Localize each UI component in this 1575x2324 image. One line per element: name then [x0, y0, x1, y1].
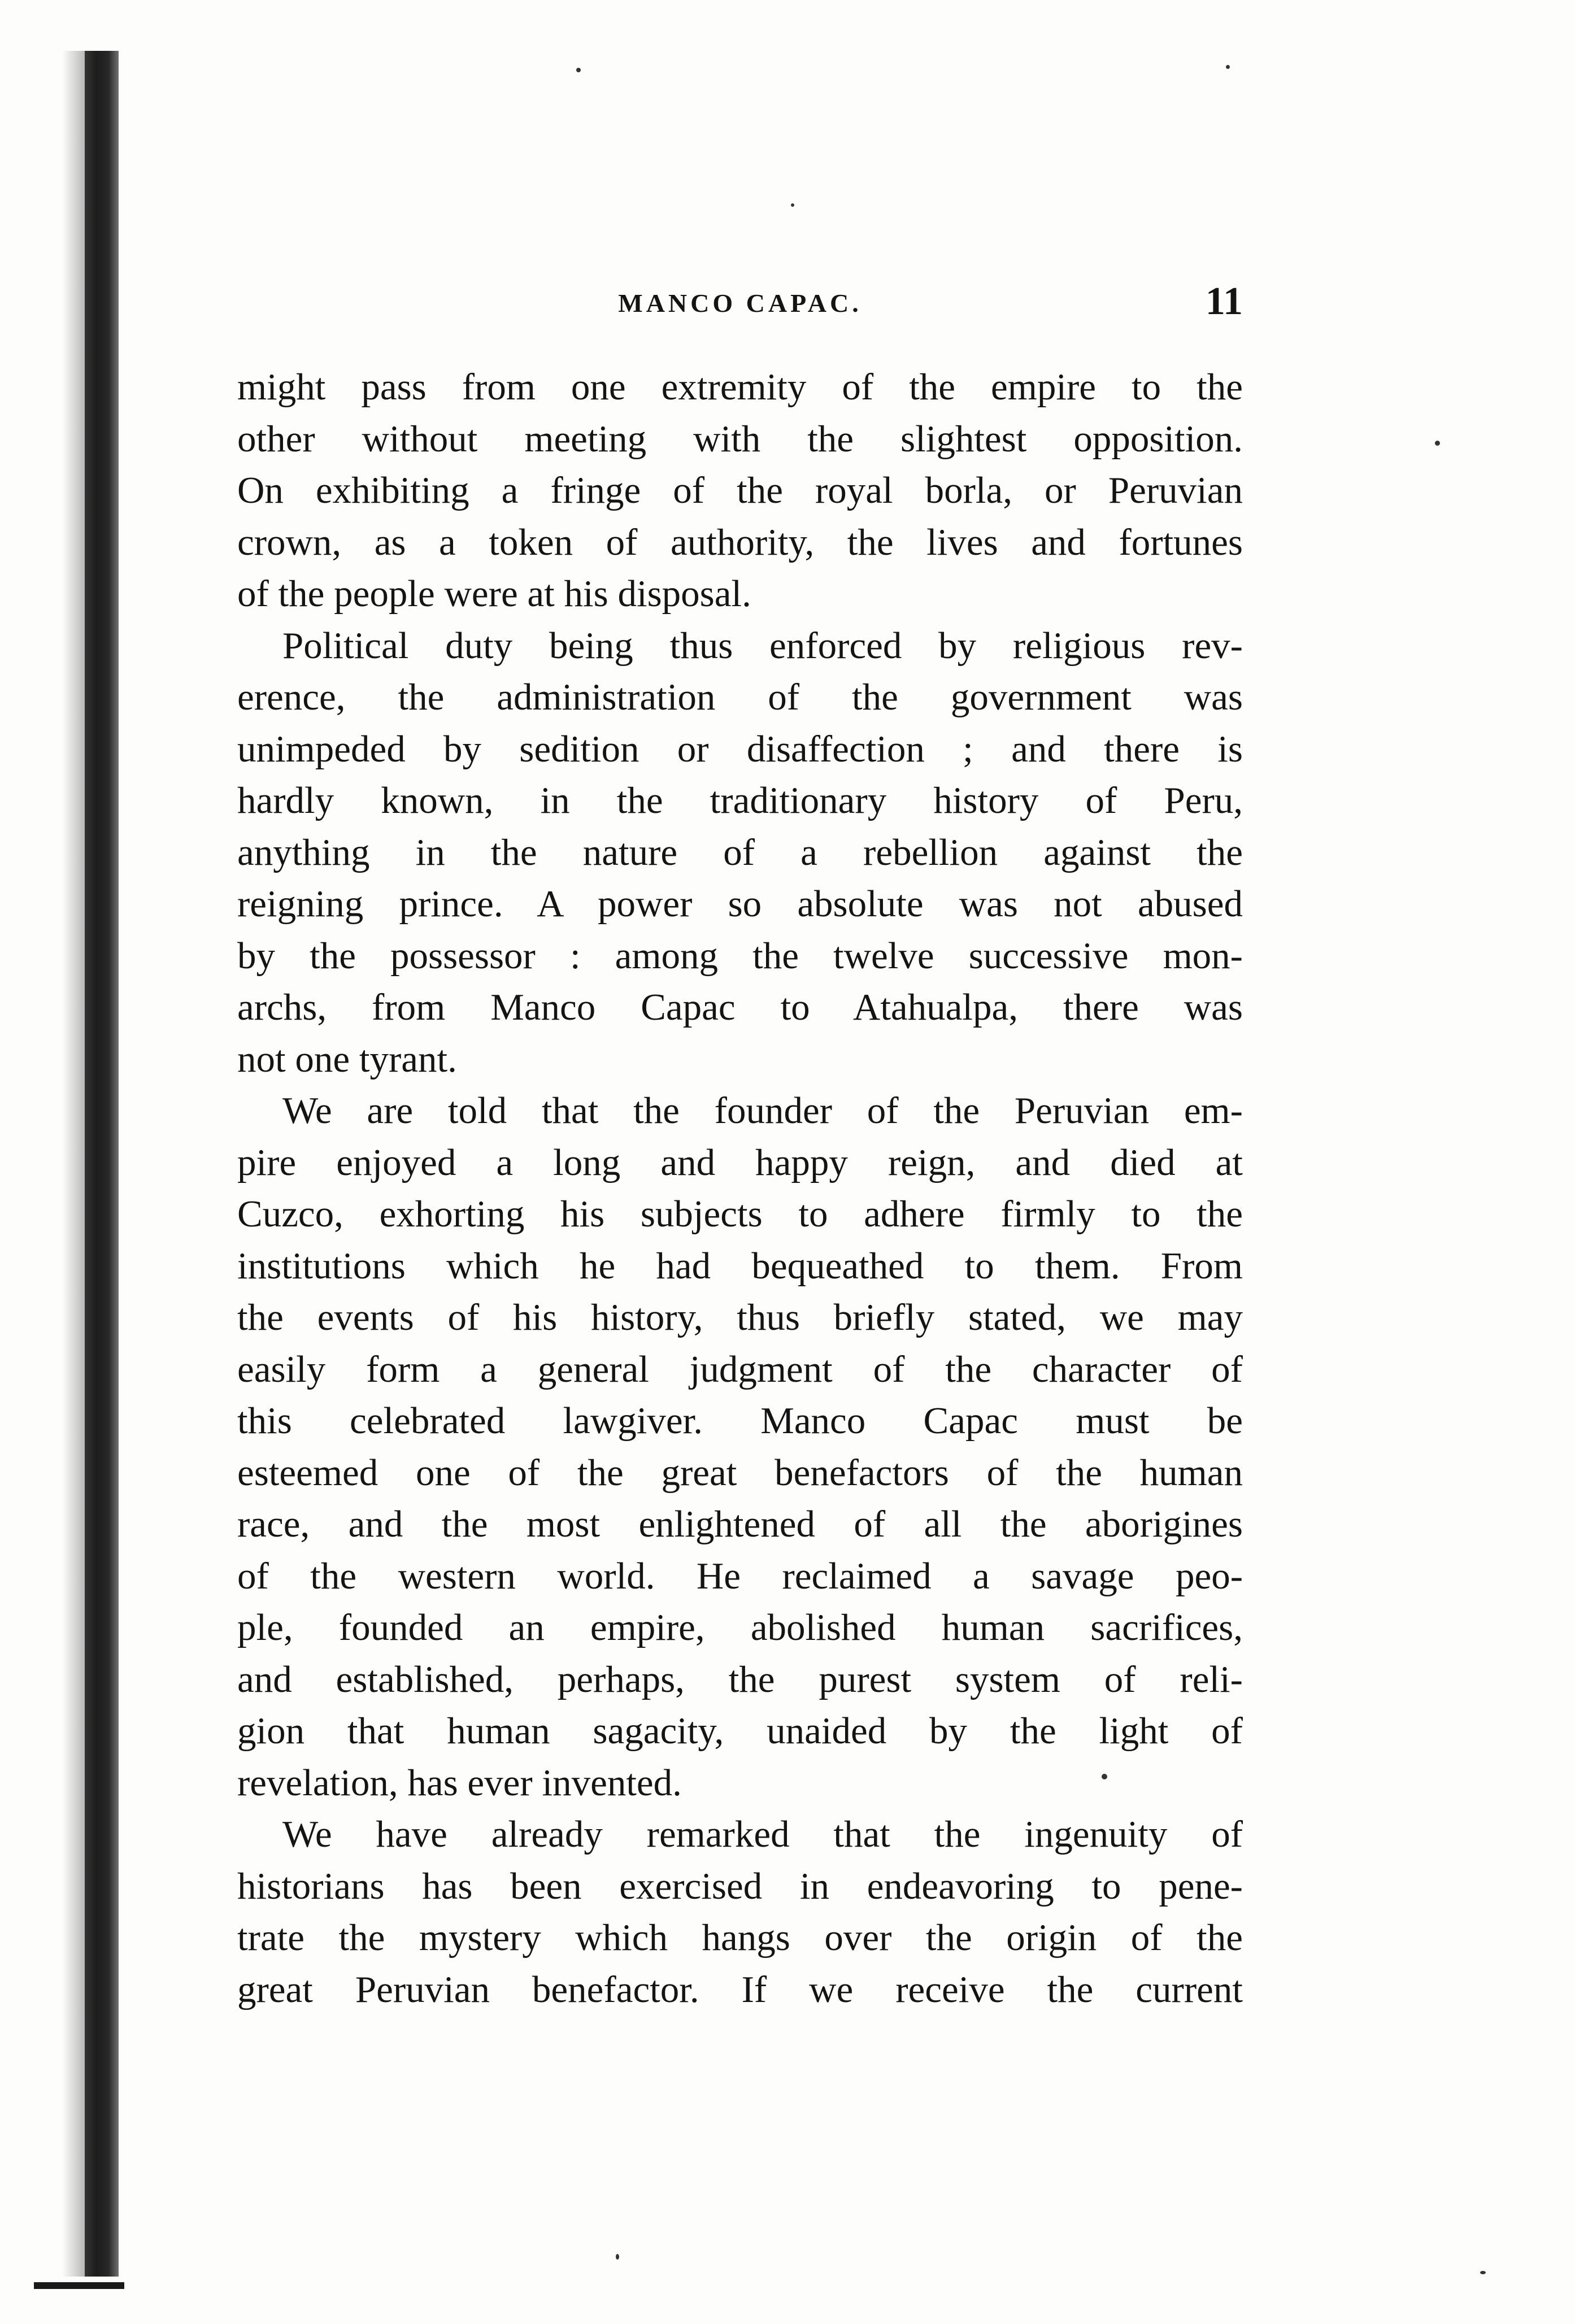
text-line: ple, founded an empire, abolished human sacrifices,	[237, 1607, 1243, 1648]
text-line: unimpeded by sedition or disaffection ; and there is	[237, 728, 1243, 770]
text-line: revelation, has ever invented.	[237, 1761, 682, 1804]
text-line: of the western world. He reclaimed a savage peo-	[237, 1555, 1243, 1597]
text-line: race, and the most enlightened of all the aborigines	[237, 1503, 1243, 1545]
text-line: reigning prince. A power so absolute was not abused	[237, 883, 1243, 925]
text-line: anything in the nature of a rebellion against the	[237, 831, 1243, 873]
text-line: pire enjoyed a long and happy reign, and died at	[237, 1141, 1243, 1183]
binding-shadow	[62, 51, 85, 2277]
text-line: other without meeting with the slightest opposition.	[237, 417, 1243, 460]
text-line: erence, the administration of the government was	[237, 676, 1243, 718]
text-line: trate the mystery which hangs over the origin of the	[237, 1917, 1243, 1959]
text-line: hardly known, in the traditionary history of Peru,	[237, 780, 1243, 821]
text-line: On exhibiting a fringe of the royal borla, or Peruvian	[237, 469, 1243, 511]
text-line: institutions which he had bequeathed to them. From	[237, 1244, 1243, 1287]
speck	[1480, 2271, 1486, 2274]
text-line: historians has been exercised in endeavoring to pene-	[237, 1865, 1243, 1907]
text-line: crown, as a token of authority, the lives and fortunes	[237, 521, 1243, 563]
speck	[576, 68, 581, 72]
text-line: the events of his history, thus briefly stated, we may	[237, 1296, 1243, 1338]
text-line: Cuzco, exhorting his subjects to adhere firmly to the	[237, 1193, 1243, 1235]
body-text	[237, 362, 1243, 2016]
speck	[1435, 441, 1440, 446]
binding-edge	[85, 51, 119, 2277]
text-line: archs, from Manco Capac to Atahualpa, there was	[237, 986, 1243, 1028]
page-number: 11	[1205, 280, 1243, 323]
running-head	[237, 277, 1243, 322]
text-line: easily form a general judgment of the character of	[237, 1348, 1243, 1390]
text-line: and established, perhaps, the purest system of reli-	[237, 1658, 1243, 1700]
running-title: MANCO CAPAC.	[618, 289, 862, 317]
text-line: gion that human sagacity, unaided by the light of	[237, 1710, 1243, 1752]
text-line: Political duty being thus enforced by religious rev-	[282, 624, 1243, 667]
text-line: by the possessor : among the twelve successive mon-	[237, 934, 1243, 977]
text-line: might pass from one extremity of the empire to the	[237, 366, 1243, 408]
text-line: esteemed one of the great benefactors of the human	[237, 1451, 1243, 1494]
text-line: We are told that the founder of the Peruvian em-	[282, 1090, 1243, 1131]
text-line: not one tyrant.	[237, 1038, 457, 1080]
speck	[616, 2254, 619, 2260]
text-line: this celebrated lawgiver. Manco Capac must be	[237, 1400, 1243, 1442]
speck	[791, 203, 794, 207]
binding-edge-foot	[34, 2282, 124, 2289]
text-line: We have already remarked that the ingenuity of	[282, 1813, 1243, 1855]
speck	[1226, 65, 1230, 69]
text-line: great Peruvian benefactor. If we receive the current	[237, 1968, 1243, 2010]
text-line: of the people were at his disposal.	[237, 573, 751, 615]
